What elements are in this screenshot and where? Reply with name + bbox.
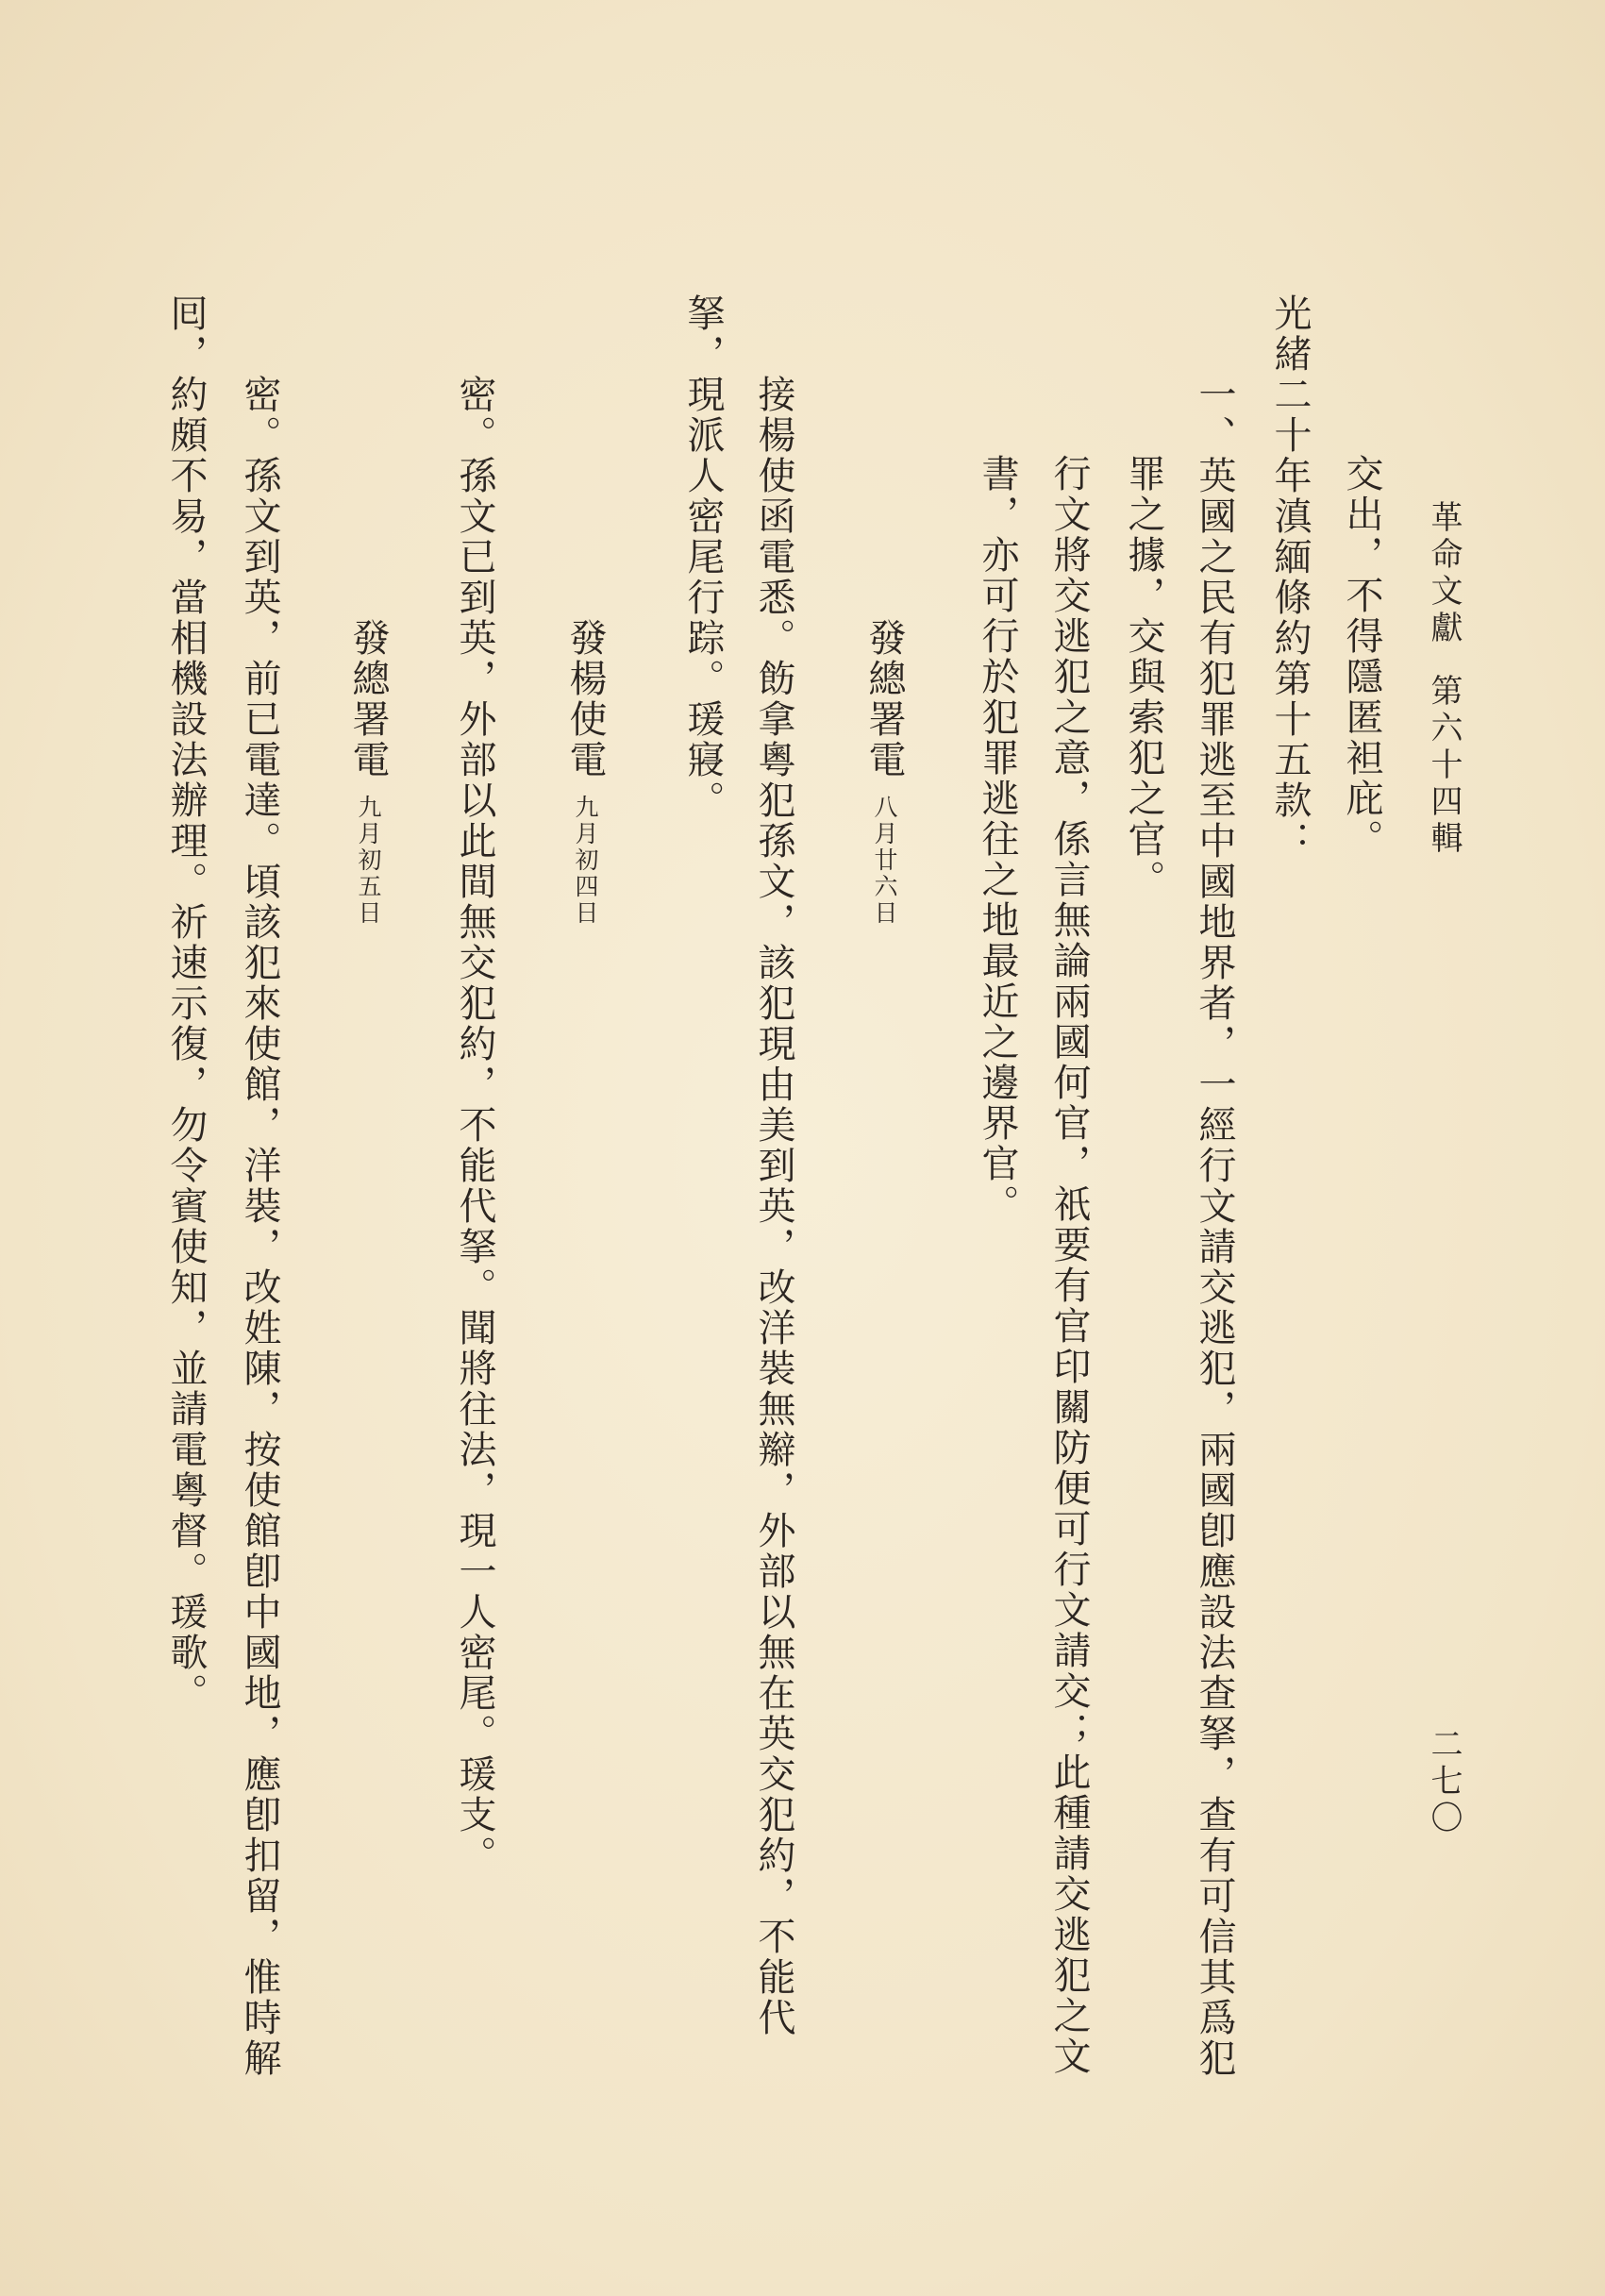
- telegram-date: 九月初五日: [355, 795, 382, 927]
- text-column: 書，亦可行於犯罪逃往之地最近之邊界官。: [976, 454, 1019, 1225]
- text-column: 密。孫文已到英，外部以此間無交犯約，不能代拏。聞將往法，現一人密尾。瑗支。: [453, 375, 496, 1876]
- page-number: 二七〇: [1425, 1727, 1463, 1837]
- section-heading: 光緒二十年滇緬條約第十五款：: [1268, 293, 1312, 862]
- text-column: 交出，不得隱匿袒庇。: [1340, 454, 1383, 860]
- telegram-title: 發總署電: [862, 618, 906, 780]
- text-column: 接楊使函電悉。飭拿粵犯孫文，該犯現由美到英，改洋裝無辮，外部以無在英交犯約，不能代: [752, 375, 795, 2038]
- running-header: [1421, 500, 1466, 858]
- text-column: 囘，約頗不易，當相機設法辦理。祈速示復，勿令賓使知，並請電粵督。瑗歌。: [164, 293, 208, 1714]
- telegram-date: 八月廿六日: [871, 795, 898, 927]
- text-column: 行文將交逃犯之意，係言無論兩國何官，祇要有官印關防便可行文請交；此種請交逃犯之文: [1047, 454, 1091, 2077]
- text-column: 罪之據，交與索犯之官。: [1122, 454, 1165, 900]
- volume-number: 第六十四輯: [1425, 674, 1463, 858]
- telegram-title: 發楊使電: [563, 618, 607, 780]
- telegram-title: 發總署電: [346, 618, 390, 780]
- text-column: 一、英國之民有犯罪逃至中國地界者，一經行文請交逃犯，兩國卽應設法查拏，查有可信其爲犯: [1193, 375, 1236, 2079]
- book-title: 革命文獻: [1425, 500, 1463, 647]
- text-column: 拏，現派人密尾行踪。瑗寢。: [681, 293, 725, 821]
- telegram-date: 九月初四日: [572, 795, 599, 927]
- text-column: 密。孫文到英，前已電達。頃該犯來使館，洋裝，改姓陳，按使館卽中國地，應卽扣留，惟時解: [238, 375, 281, 2079]
